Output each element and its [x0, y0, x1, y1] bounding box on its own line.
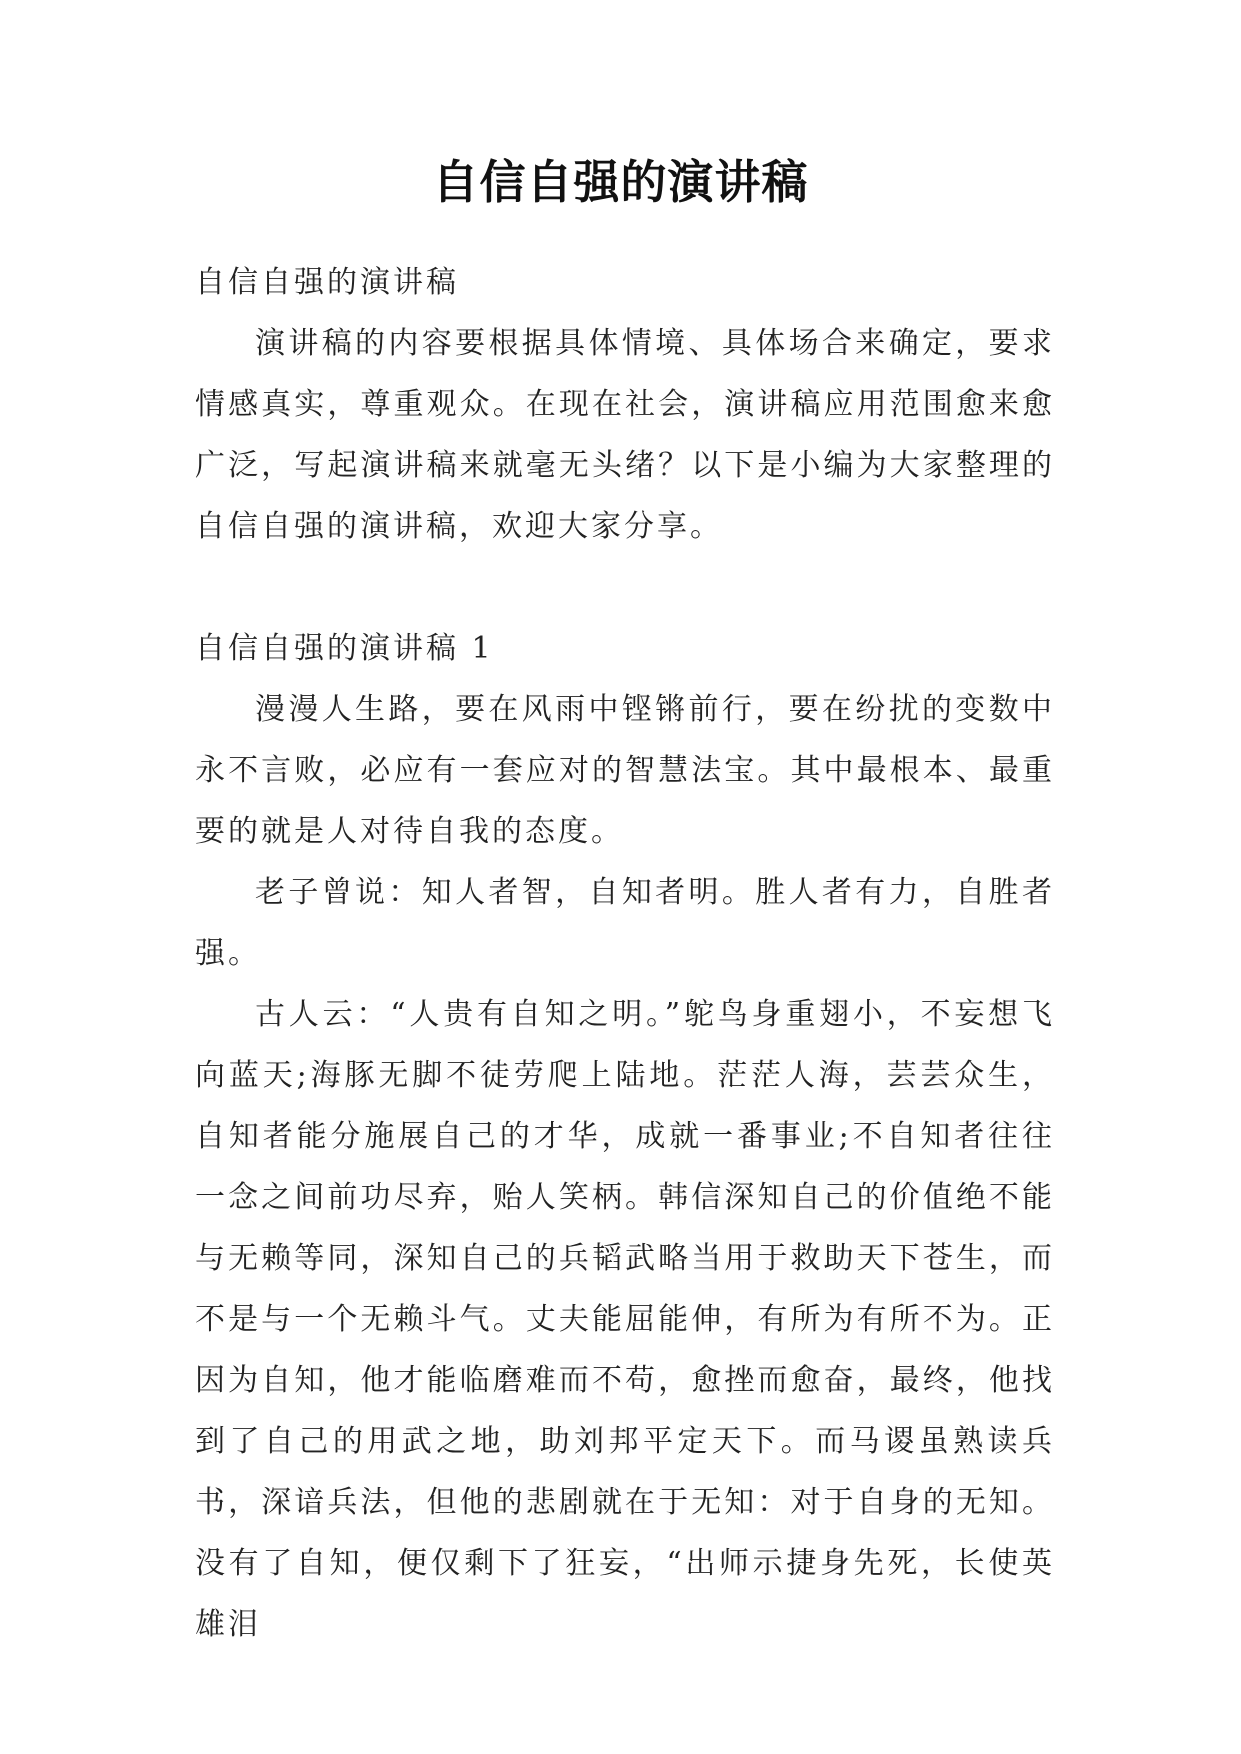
section-1-paragraph: 漫漫人生路，要在风雨中铿锵前行，要在纷扰的变数中永不言败，必应有一套应对的智慧法宝。其中最根本、最重要的就是人对待自我的态度。	[195, 692, 1055, 849]
section-1-paragraph: 老子曾说：知人者智，自知者明。胜人者有力，自胜者强。	[195, 875, 1055, 971]
document-body	[195, 252, 1055, 1655]
intro-heading: 自信自强的演讲稿	[195, 265, 459, 300]
section-spacer	[195, 557, 1055, 618]
section-1-heading: 自信自强的演讲稿 1	[195, 631, 494, 666]
document-title: 自信自强的演讲稿	[432, 155, 809, 209]
intro-paragraph: 演讲稿的内容要根据具体情境、具体场合来确定，要求情感真实，尊重观众。在现在社会，演讲稿应用范围愈来愈广泛，写起演讲稿来就毫无头绪？以下是小编为大家整理的自信自强的演讲稿，欢迎大家分享。	[195, 326, 1055, 544]
section-1-paragraph: 古人云：“人贵有自知之明。”鸵鸟身重翅小，不妄想飞向蓝天;海豚无脚不徒劳爬上陆地。茫茫人海，芸芸众生，自知者能分施展自己的才华，成就一番事业;不自知者往往一念之间前功尽弃，贻人笑柄。韩信深知自己的价值绝不能与无赖等同，深知自己的兵韬武略当用于救助天下苍生，而不是与一个无赖斗气。丈夫能屈能伸，有所为有所不为。正因为自知，他才能临磨难而不苟，愈挫而愈奋，最终，他找到了自己的用武之地，助刘邦平定天下。而马谡虽熟读兵书，深谙兵法，但他的悲剧就在于无知：对于自身的无知。没有了自知，便仅剩下了狂妄，“出师示捷身先死，长使英雄泪	[195, 997, 1055, 1642]
